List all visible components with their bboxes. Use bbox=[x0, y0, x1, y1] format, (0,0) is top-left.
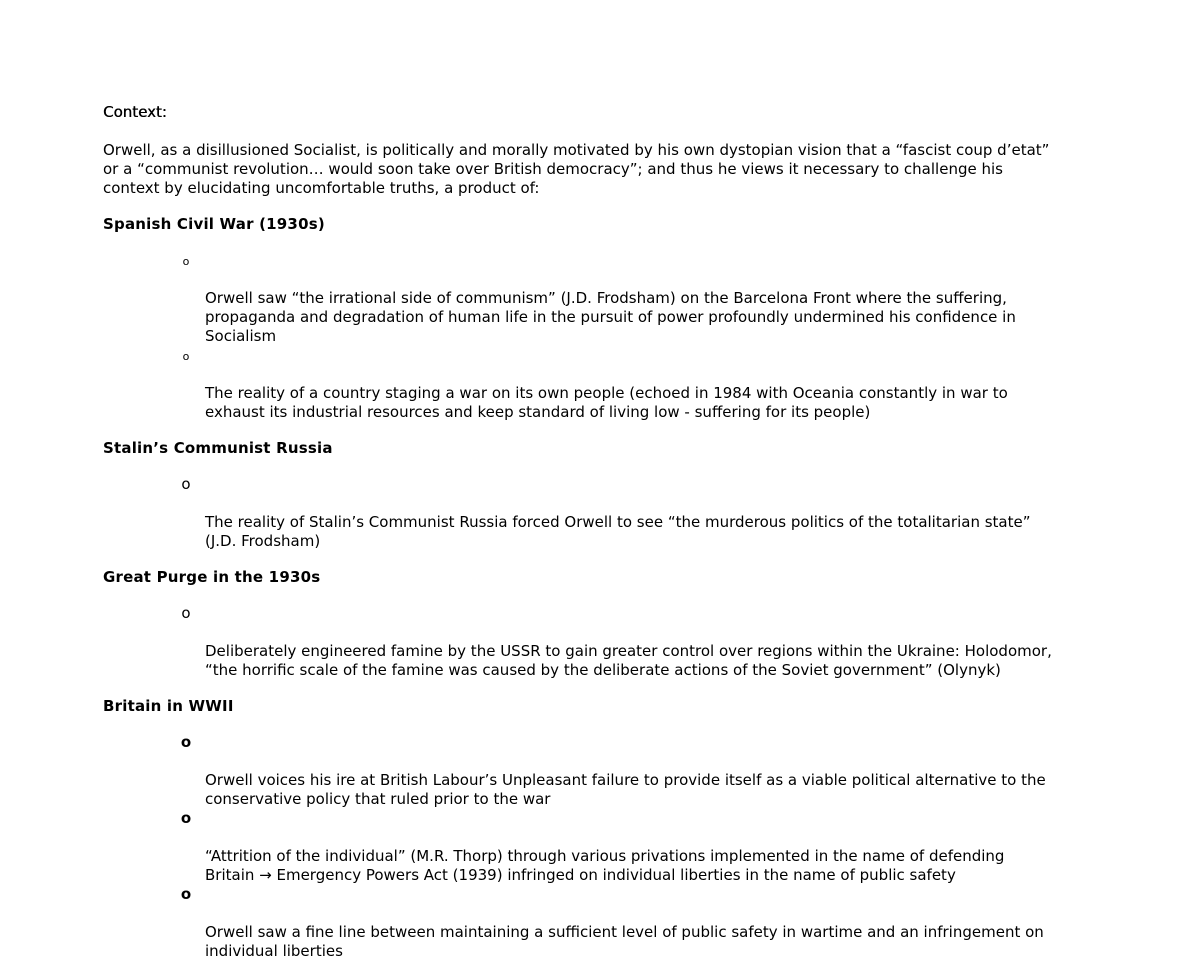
bullet-list bbox=[103, 733, 1103, 961]
section-britain-wwii bbox=[103, 697, 1103, 961]
list-item-text: The reality of Stalin’s Communist Russia forced Orwell to see “the murderous politics of the totalitarian state” (J.D. Frodsham) bbox=[205, 513, 1031, 550]
list-item-text: Orwell saw “the irrational side of communism” (J.D. Frodsham) on the Barcelona Front where the suffering, propaganda and degradation of human life in the pursuit of power profoundly undermined his confidence in Socialism bbox=[205, 289, 1016, 345]
hollow-bullet-icon: o bbox=[180, 809, 192, 827]
list-item bbox=[103, 475, 1103, 551]
bullet-list bbox=[103, 475, 1103, 551]
list-item-text: Orwell voices his ire at British Labour’s Unpleasant failure to provide itself as a viable political alternative to the conservative policy that ruled prior to the war bbox=[205, 771, 1046, 808]
list-item bbox=[103, 733, 1103, 809]
bullet-list bbox=[103, 604, 1103, 680]
list-item bbox=[103, 885, 1103, 961]
bullet-list bbox=[103, 251, 1103, 422]
list-item bbox=[103, 604, 1103, 680]
list-item-text: “Attrition of the individual” (M.R. Thorp) through various privations implemented in the name of defending Britain → Emergency Powers Act (1939) infringed on individual liberties in the name of public safety bbox=[205, 847, 1005, 884]
section-title: Stalin’s Communist Russia bbox=[103, 439, 333, 457]
list-item bbox=[103, 809, 1103, 885]
hollow-bullet-icon: o bbox=[180, 733, 192, 751]
hollow-bullet-icon: o bbox=[180, 885, 192, 903]
section-title: Spanish Civil War (1930s) bbox=[103, 215, 325, 233]
hollow-bullet-icon: o bbox=[182, 350, 190, 363]
list-item-text: Orwell saw a fine line between maintaining a sufficient level of public safety in wartime and an infringement on individual liberties bbox=[205, 923, 1044, 960]
hollow-bullet-icon: o bbox=[182, 255, 190, 268]
section-spanish-civil-war bbox=[103, 215, 1103, 422]
intro-paragraph: Orwell, as a disillusioned Socialist, is politically and morally motivated by his own dystopian vision that a “fascist coup d’etat” or a “communist revolution… would soon take over British democracy”; and thus he views it necessary to challenge his context by elucidating uncomfortable truths, a product of: bbox=[103, 141, 1050, 197]
hollow-bullet-icon: o bbox=[181, 604, 191, 622]
context-heading: Context: bbox=[103, 103, 167, 121]
section-title: Great Purge in the 1930s bbox=[103, 568, 321, 586]
list-item-text: The reality of a country staging a war on its own people (echoed in 1984 with Oceania constantly in war to exhaust its industrial resources and keep standard of living low - suffering for its people) bbox=[205, 384, 1008, 421]
list-item-text: Deliberately engineered famine by the USSR to gain greater control over regions within the Ukraine: Holodomor, “the horrific scale of the famine was caused by the deliberate actions of the Soviet government” (Olynyk) bbox=[205, 642, 1052, 679]
hollow-bullet-icon: o bbox=[181, 475, 191, 493]
list-item bbox=[103, 346, 1103, 422]
document-content bbox=[103, 103, 1103, 961]
section-great-purge bbox=[103, 568, 1103, 680]
section-stalins-russia bbox=[103, 439, 1103, 551]
section-title: Britain in WWII bbox=[103, 697, 234, 715]
list-item bbox=[103, 251, 1103, 346]
